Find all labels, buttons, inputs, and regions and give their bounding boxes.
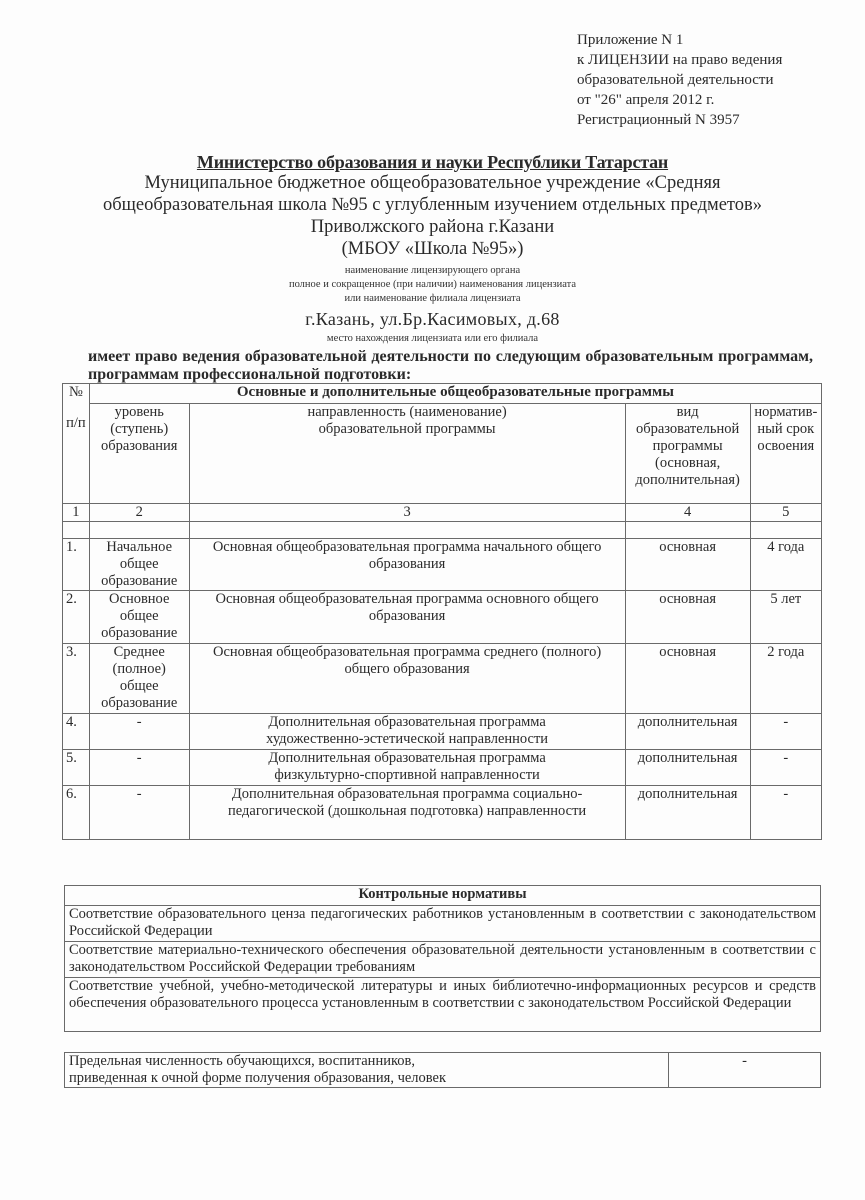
limit-label-line: приведенная к очной форме получения образования, человек: [69, 1070, 447, 1086]
student-limit-table: [64, 1052, 821, 1088]
row-num: 2.: [63, 591, 90, 644]
table-row: [63, 714, 822, 750]
student-limit-label: [65, 1053, 669, 1088]
ministry-title: Министерство образования и науки Республики Татарстан: [196, 152, 669, 172]
row-term: -: [750, 714, 821, 750]
table-row: [63, 786, 822, 840]
row-term: 2 года: [750, 644, 821, 714]
col-header-level: уровень (ступень) образования: [89, 404, 189, 504]
student-limit-value: -: [669, 1053, 821, 1088]
row-num: 6.: [63, 786, 90, 840]
control-standards-table: [64, 885, 821, 1032]
appendix-line: к ЛИЦЕНЗИИ на право ведения: [577, 52, 783, 68]
col-number: 1: [63, 504, 90, 522]
row-kind: основная: [625, 591, 750, 644]
row-kind: дополнительная: [625, 714, 750, 750]
org-line: общеобразовательная школа №95 с углубленным изучением отдельных предметов»: [103, 195, 762, 215]
org-line: Приволжского района г.Казани: [310, 217, 555, 237]
row-level: -: [89, 750, 189, 786]
row-program-name: Дополнительная образовательная программа художественно-эстетической направленности: [189, 714, 625, 750]
control-standard-item: Соответствие образовательного ценза педагогических работников установленным в соответствии с законодательством Российской Федерации: [65, 906, 821, 942]
row-kind: дополнительная: [625, 786, 750, 840]
control-standards-title: Контрольные нормативы: [65, 886, 821, 906]
row-level: Начальное общее образование: [89, 539, 189, 591]
row-level: -: [89, 786, 189, 840]
intro-statement: имеет право ведения образовательной деятельности по следующим образовательным программам, программам профессиональной подготовки:: [88, 348, 813, 383]
row-level: Среднее (полное) общее образование: [89, 644, 189, 714]
row-program-name: Дополнительная образовательная программа физкультурно-спортивной направленности: [189, 750, 625, 786]
caption-line: наименование лицензирующего органа: [344, 265, 521, 276]
row-kind: дополнительная: [625, 750, 750, 786]
col-header-kind: вид образовательной программы (основная, дополнительная): [625, 404, 750, 504]
appendix-reference: [577, 30, 782, 130]
appendix-line: от "26" апреля 2012 г.: [577, 92, 715, 108]
limit-label-line: Предельная численность обучающихся, воспитанников,: [69, 1053, 415, 1069]
row-level: -: [89, 714, 189, 750]
row-program-name: Основная общеобразовательная программа основного общего образования: [189, 591, 625, 644]
control-standard-item: Соответствие учебной, учебно-методической литературы и иных библиотечно-информационных ресурсов и средств обеспечения образовательного процесса установленным в соответствии с законодательством Российской Федерации: [65, 978, 821, 1032]
row-term: 5 лет: [750, 591, 821, 644]
caption-line: или наименование филиала лицензиата: [344, 293, 521, 304]
num-sub: п/п: [66, 415, 86, 431]
programs-table: [62, 383, 822, 840]
row-kind: основная: [625, 539, 750, 591]
programs-table-title: Основные и дополнительные общеобразовательные программы: [89, 384, 821, 404]
row-num: 4.: [63, 714, 90, 750]
row-kind: основная: [625, 644, 750, 714]
row-term: -: [750, 786, 821, 840]
row-num: 3.: [63, 644, 90, 714]
org-line: (МБОУ «Школа №95»): [341, 239, 524, 259]
table-row: [63, 591, 822, 644]
row-num: 1.: [63, 539, 90, 591]
row-program-name: Основная общеобразовательная программа среднего (полного) общего образования: [189, 644, 625, 714]
row-level: Основное общее образование: [89, 591, 189, 644]
address-caption: место нахождения лицензиата или его филиала: [326, 333, 539, 344]
col-header-name: направленность (наименование) образовательной программы: [189, 404, 625, 504]
organization-name: [0, 172, 865, 260]
table-row: [63, 750, 822, 786]
caption-line: полное и сокращенное (при наличии) наименования лицензиата: [288, 279, 577, 290]
num-header: [63, 384, 90, 504]
row-num: 5.: [63, 750, 90, 786]
org-line: Муниципальное бюджетное общеобразовательное учреждение «Средняя: [144, 173, 721, 193]
appendix-line: образовательной деятельности: [577, 72, 774, 88]
row-program-name: Дополнительная образовательная программа социально-педагогической (дошкольная подготовка) направленности: [189, 786, 625, 840]
row-term: -: [750, 750, 821, 786]
appendix-line: Регистрационный N 3957: [577, 112, 740, 128]
control-standard-item: Соответствие материально-технического обеспечения образовательной деятельности установленным в соответствии с законодательством Российской Федерации требованиям: [65, 942, 821, 978]
col-number: 5: [750, 504, 821, 522]
num-symbol: №: [69, 384, 83, 400]
licensee-address: г.Казань, ул.Бр.Касимовых, д.68: [305, 309, 560, 329]
table-row: [63, 539, 822, 591]
col-number: 4: [625, 504, 750, 522]
blank-row: [63, 522, 822, 539]
appendix-line: Приложение N 1: [577, 32, 684, 48]
col-number: 3: [189, 504, 625, 522]
col-header-term: нормативный срок освоения: [750, 404, 821, 504]
row-program-name: Основная общеобразовательная программа начального общего образования: [189, 539, 625, 591]
table-row: [63, 644, 822, 714]
col-number: 2: [89, 504, 189, 522]
row-term: 4 года: [750, 539, 821, 591]
